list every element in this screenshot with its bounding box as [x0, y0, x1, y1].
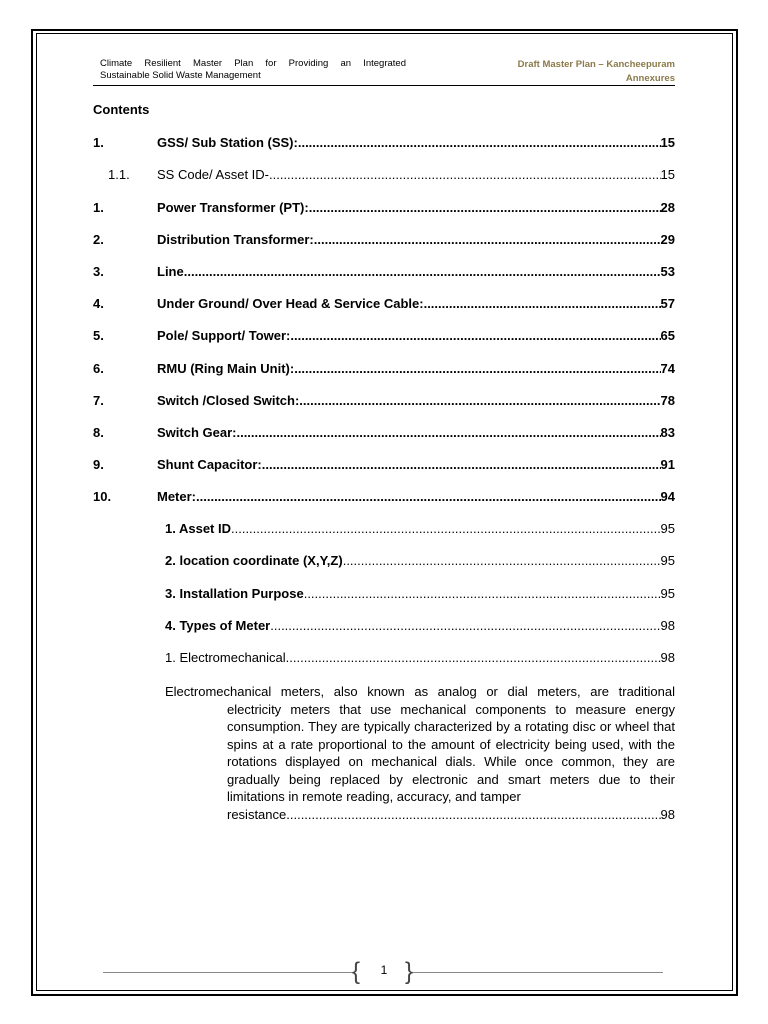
toc-entry-number: 9. — [93, 457, 104, 472]
toc-leader-dots — [236, 425, 660, 440]
toc-entry-number: 4. — [93, 296, 104, 311]
toc-leader-dots — [231, 521, 661, 536]
header-left — [100, 58, 406, 82]
toc-entry-title: Distribution Transformer: — [157, 232, 314, 247]
footer-rule-left — [103, 972, 355, 973]
paragraph-body: electricity meters that use mechanical components to measure energy consumption. They are typically characterized by a rotating disc or wheel that spins at a rate proportional to the amount of electricity being used, with the rotations displayed on mechanical dials. While once common, they are gradually being replaced by electronic and smart meters due to their limitations in remote reading, accuracy, and tamper — [227, 701, 675, 804]
toc-leader-dots — [294, 361, 660, 376]
header-left-line1: Climate Resilient Master Plan for Providing an Integrated — [100, 58, 406, 69]
toc-entry-number: 6. — [93, 361, 104, 376]
toc-entry-page: 15 — [660, 135, 675, 150]
contents-title: Contents — [93, 102, 150, 117]
toc-subentry[interactable] — [165, 553, 675, 569]
toc-subentry-title: 3. Installation Purpose — [165, 586, 304, 601]
toc-entry[interactable] — [93, 393, 675, 409]
toc-entry-page: 15 — [660, 167, 675, 182]
footer-rule-right — [410, 972, 663, 973]
toc-entry-number: 1.1. — [108, 167, 130, 182]
toc-entry-title: Switch Gear: — [157, 425, 237, 440]
toc-subentry-page: 95 — [660, 586, 675, 601]
toc-entry-page: 94 — [660, 489, 675, 504]
toc-entry-number: 1. — [93, 200, 104, 215]
toc-entry[interactable] — [93, 361, 675, 377]
toc-entry-number: 5. — [93, 328, 104, 343]
left-brace-icon: { — [352, 958, 361, 985]
toc-entry-number: 7. — [93, 393, 104, 408]
toc-leader-dots — [343, 553, 661, 568]
toc-entry-number: 3. — [93, 264, 104, 279]
page-number: 1 — [380, 963, 388, 977]
toc-entry-page: 57 — [660, 296, 675, 311]
paragraph-page: 98 — [660, 806, 675, 822]
toc-leader-dots — [286, 806, 660, 824]
toc-entry-title: SS Code/ Asset ID- — [157, 167, 269, 182]
toc-entry[interactable] — [93, 328, 675, 344]
toc-entry-number: 10. — [93, 489, 112, 504]
toc-entry[interactable] — [93, 457, 675, 473]
toc-entry-page: 83 — [660, 425, 675, 440]
toc-entry-page: 78 — [660, 393, 675, 408]
toc-entry-number: 8. — [93, 425, 104, 440]
toc-paragraph-entry[interactable] — [165, 683, 675, 823]
toc-subentry[interactable] — [165, 650, 675, 666]
toc-subentry-title: 1. Asset ID — [165, 521, 231, 536]
toc-entry[interactable] — [93, 425, 675, 441]
toc-entry-page: 53 — [660, 264, 675, 279]
paragraph-last-line — [227, 806, 675, 824]
toc-leader-dots — [196, 489, 661, 504]
toc-entry[interactable] — [93, 200, 675, 216]
toc-subentry-page: 95 — [660, 521, 675, 536]
toc-leader-dots — [270, 618, 660, 633]
header-right-line1: Draft Master Plan – Kancheepuram — [517, 59, 675, 70]
toc-entry-title: Meter: — [157, 489, 197, 504]
toc-entry-title: GSS/ Sub Station (SS): — [157, 135, 298, 150]
toc-subentry-page: 98 — [660, 650, 675, 665]
toc-entry-page: 28 — [660, 200, 675, 215]
toc-entry-title: RMU (Ring Main Unit): — [157, 361, 295, 376]
toc-entry[interactable] — [93, 264, 675, 280]
toc-leader-dots — [314, 232, 661, 247]
toc-subentry-title: 4. Types of Meter — [165, 618, 271, 633]
toc-leader-dots — [424, 296, 661, 311]
toc-entry-title: Under Ground/ Over Head & Service Cable: — [157, 296, 424, 311]
toc-entry-page: 65 — [660, 328, 675, 343]
header-right-line2: Annexures — [625, 73, 675, 84]
toc-leader-dots — [286, 650, 661, 665]
toc-leader-dots — [309, 200, 661, 215]
toc-entry-title: Shunt Capacitor: — [157, 457, 262, 472]
header-rule — [93, 85, 675, 86]
header-left-line2: Sustainable Solid Waste Management — [100, 70, 261, 81]
toc-entry-title: Line — [157, 264, 184, 279]
toc-leader-dots — [269, 167, 661, 182]
right-brace-icon: } — [405, 958, 414, 985]
toc-entry-number: 1. — [93, 135, 104, 150]
toc-entry-page: 91 — [660, 457, 675, 472]
header-right — [518, 58, 675, 86]
toc-subentry[interactable] — [165, 586, 675, 602]
paragraph-last-word: resistance — [227, 806, 287, 822]
toc-entry[interactable] — [93, 489, 675, 505]
toc-entry[interactable] — [93, 167, 675, 183]
toc-leader-dots — [262, 457, 661, 472]
toc-subentry-page: 98 — [660, 618, 675, 633]
toc-entry-title: Switch /Closed Switch: — [157, 393, 300, 408]
toc-subentry[interactable] — [165, 521, 675, 537]
toc-entry-page: 74 — [660, 361, 675, 376]
toc-entry[interactable] — [93, 135, 675, 151]
paragraph-first-line: Electromechanical meters, also known as analog or dial meters, are traditional — [165, 684, 675, 699]
toc-entry[interactable] — [93, 232, 675, 248]
toc-subentry[interactable] — [165, 618, 675, 634]
toc-subentry-page: 95 — [660, 553, 675, 568]
toc-entry-number: 2. — [93, 232, 104, 247]
toc-subentry-title: 2. location coordinate (X,Y,Z) — [165, 553, 343, 568]
toc-entry-page: 29 — [660, 232, 675, 247]
toc-leader-dots — [290, 328, 660, 343]
toc-leader-dots — [184, 264, 661, 279]
toc-entry-title: Power Transformer (PT): — [157, 200, 309, 215]
toc-leader-dots — [299, 393, 660, 408]
toc-entry-title: Pole/ Support/ Tower: — [157, 328, 291, 343]
toc-leader-dots — [298, 135, 661, 150]
toc-entry[interactable] — [93, 296, 675, 312]
toc-leader-dots — [304, 586, 661, 601]
toc-subentry-title: 1. Electromechanical — [165, 650, 286, 665]
